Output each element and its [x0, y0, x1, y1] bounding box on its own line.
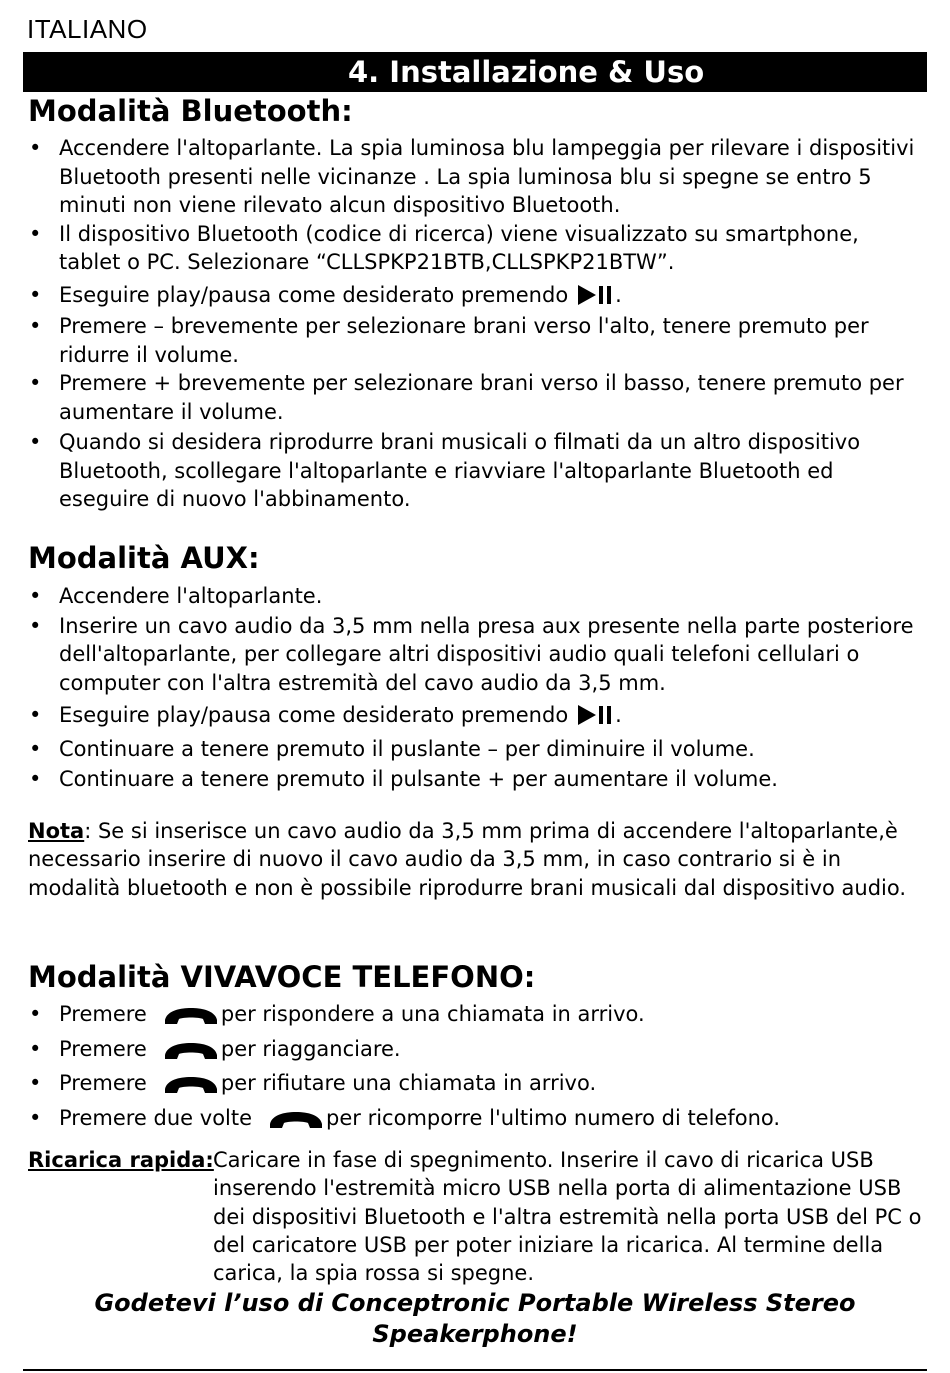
- list-item: [28, 1035, 923, 1069]
- quick-charge-text: Caricare in fase di spegnimento. Inserire il cavo di ricarica USB inserendo l'estremità micro USB nella porta di alimentazione USB dei dispositivi Bluetooth e l'altra estremità nella porta USB del PC o del caricatore USB per poter iniziare la ricarica. Al termine della carica, la spia rossa si spegne.: [213, 1148, 922, 1286]
- phone-handset-icon: [163, 1040, 219, 1069]
- list-item: [28, 1000, 923, 1034]
- list-item-text: Premere: [59, 1071, 147, 1095]
- list-item: • Inserire un cavo audio da 3,5 mm nella presa aux presente nella parte posteriore dell'altoparlante, per collegare altri dispositivi audio quali telefoni cellulari o computer con l'altra estremità del cavo audio da 3,5 mm.: [28, 612, 923, 698]
- list-item: • Continuare a tenere premuto il pulsante + per aumentare il volume.: [28, 765, 923, 794]
- section-title: 4. Installazione & Uso: [348, 55, 705, 89]
- list-item: • Eseguire play/pausa come desiderato premendo .: [28, 701, 923, 733]
- phone-list: [28, 1000, 923, 1137]
- list-item: • Continuare a tenere premuto il puslante – per diminuire il volume.: [28, 735, 923, 764]
- list-item: • Quando si desidera riprodurre brani musicali o filmati da un altro dispositivo Bluetooth, scollegare l'altoparlante e riavviare l'altoparlante Bluetooth ed eseguire di nuovo l'abbinamento.: [28, 428, 923, 514]
- play-pause-icon: [578, 284, 614, 313]
- list-item: [28, 1069, 923, 1103]
- list-item-text: per riagganciare.: [220, 1036, 401, 1061]
- list-item: • Accendere l'altoparlante.: [28, 582, 923, 611]
- list-item: • Eseguire play/pausa come desiderato premendo .: [28, 281, 923, 313]
- play-pause-icon: [578, 704, 614, 733]
- bluetooth-heading: Modalità Bluetooth:: [28, 94, 353, 128]
- list-item-text: Eseguire play/pausa come desiderato premendo: [59, 703, 569, 727]
- phone-handset-icon: [268, 1109, 324, 1138]
- list-item: [28, 1104, 923, 1138]
- list-item-text: Premere: [59, 1002, 147, 1026]
- phone-heading: Modalità VIVAVOCE TELEFONO:: [28, 960, 536, 994]
- list-item-text: per rispondere a una chiamata in arrivo.: [220, 1002, 645, 1026]
- phone-handset-icon: [163, 1005, 219, 1034]
- language-label: ITALIANO: [27, 14, 148, 44]
- phone-handset-icon: [163, 1074, 219, 1103]
- list-item: • Il dispositivo Bluetooth (codice di ricerca) viene visualizzato su smartphone, tablet o PC. Selezionare “CLLSPKP21BTB,CLLSPKP21BTW”.: [28, 220, 923, 277]
- closing-message: Godetevi l’uso di Conceptronic Portable Wireless Stereo Speakerphone!: [94, 1289, 856, 1348]
- section-title-bar: [23, 52, 927, 92]
- aux-heading: Modalità AUX:: [28, 541, 260, 575]
- list-item: • Premere + brevemente per selezionare brani verso il basso, tenere premuto per aumentare il volume.: [28, 369, 923, 426]
- bottom-divider: [23, 1369, 927, 1371]
- bluetooth-list: [28, 134, 923, 514]
- note-text: : Se si inserisce un cavo audio da 3,5 mm prima di accendere l'altoparlante,è necessario inserire di nuovo il cavo audio da 3,5 mm, in caso contrario si è in modalità bluetooth e non è possibile riprodurre brani musicali dal dispositivo audio.: [28, 819, 907, 900]
- note-label: Nota: [28, 819, 85, 843]
- list-item: • Premere – brevemente per selezionare brani verso l'alto, tenere premuto per ridurre il volume.: [28, 312, 923, 369]
- list-item-text: Eseguire play/pausa come desiderato premendo: [59, 282, 569, 307]
- list-item-text: per ricomporre l'ultimo numero di telefono.: [326, 1105, 781, 1130]
- list-item-text: Premere due volte: [59, 1105, 253, 1130]
- list-item-text: per rifiutare una chiamata in arrivo.: [220, 1071, 597, 1095]
- list-item: • Accendere l'altoparlante. La spia luminosa blu lampeggia per rilevare i dispositivi Bluetooth presenti nelle vicinanze . La spia luminosa blu si spegne se entro 5 minuti non viene rilevato alcun dispositivo Bluetooth.: [28, 134, 923, 220]
- note-paragraph: [28, 817, 928, 902]
- aux-list: [28, 582, 923, 794]
- list-item-text: Premere: [59, 1036, 147, 1061]
- quick-charge-label: Ricarica rapida:: [28, 1148, 214, 1172]
